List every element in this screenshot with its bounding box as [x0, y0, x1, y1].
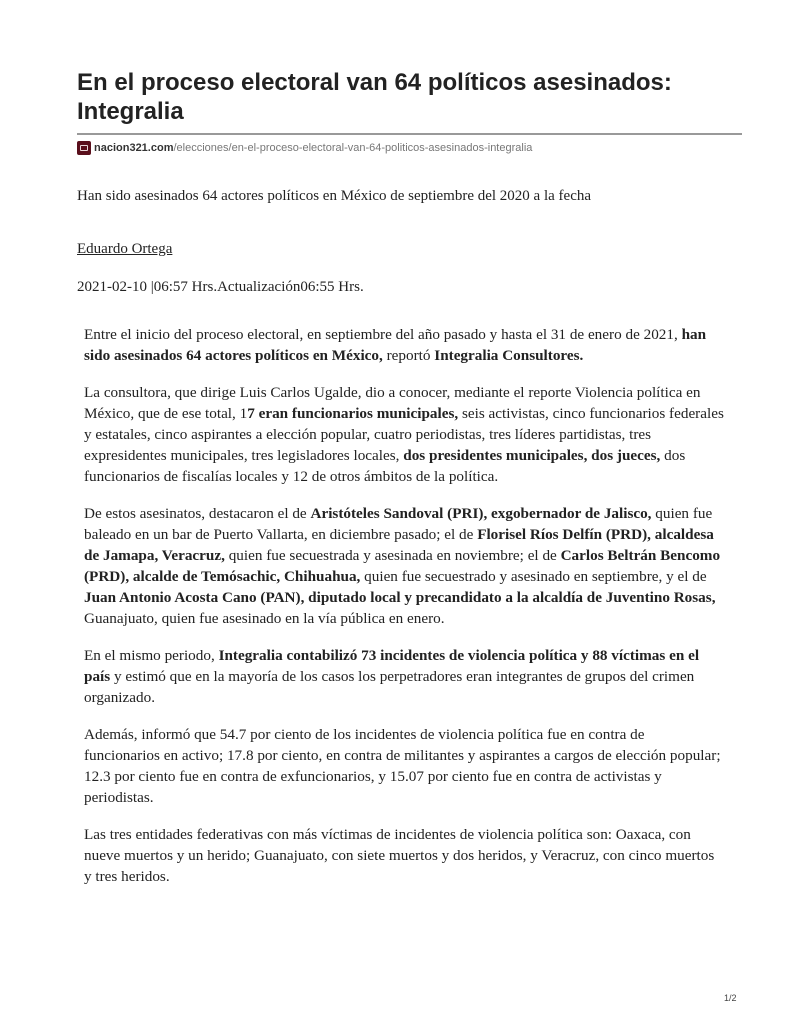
paragraph — [84, 824, 724, 887]
article-subtitle: Han sido asesinados 64 actores políticos en México de septiembre del 2020 a la fecha — [77, 188, 592, 204]
page-number: 1/2 — [724, 993, 737, 1003]
bold-text: Aristóteles Sandoval (PRI), exgobernador de Jalisco, — [310, 505, 652, 522]
text-run: quien fue secuestrado y asesinado en septiembre, y el de — [360, 568, 707, 585]
text-run: y estimó que en la mayoría de los casos los perpetradores eran integrantes de grupos del crimen organizado. — [84, 668, 695, 706]
author-link[interactable]: Eduardo Ortega — [77, 241, 173, 257]
site-favicon-icon — [77, 141, 91, 155]
paragraph — [84, 324, 724, 366]
text-run: Además, informó que 54.7 por ciento de los incidentes de violencia política fue en contra de funcionarios en activo; 17.8 por ciento, en contra de militantes y aspirantes a cargos de elección popular; 12.3 por ciento fue en contra de exfuncionarios, y 15.07 por ciento fue en contra de activistas y periodistas. — [84, 726, 721, 806]
source-domain[interactable]: nacion321.com — [94, 142, 174, 154]
bold-text: 7 eran funcionarios municipales, — [247, 405, 459, 422]
text-run: Guanajuato, quien fue asesinado en la vía pública en enero. — [84, 610, 445, 627]
text-run: quien fue secuestrada y asesinada en noviembre; el de — [224, 547, 561, 564]
text-run: La consultora, que dirige Luis Carlos Ugalde, dio a conocer, mediante el reporte Violencia política en México, que de ese total, 1 — [84, 384, 701, 422]
source-path[interactable]: /elecciones/en-el-proceso-electoral-van-64-politicos-asesinados-integralia — [173, 142, 533, 154]
text-run: quien fue baleado en un bar de Puerto Vallarta, en diciembre pasado; el de — [84, 505, 713, 543]
article-title: En el proceso electoral van 64 políticos asesinados: Integralia — [77, 69, 672, 125]
text-run: dos funcionarios de fiscalías locales y 12 de otros ámbitos de la política. — [84, 447, 686, 485]
bold-text: Juan Antonio Acosta Cano (PAN), diputado local y precandidato a la alcaldía de Juventino Rosas, — [84, 589, 716, 606]
text-run: seis activistas, cinco funcionarios federales y estatales, cinco aspirantes a elección popular, cuatro periodistas, tres líderes partidistas, tres expresidentes municipales, tres legisladores locales, — [84, 405, 724, 464]
bold-text: han sido asesinados 64 actores políticos en México, — [84, 326, 707, 364]
bold-text: Florisel Ríos Delfín (PRD), alcaldesa de Jamapa, Veracruz, — [84, 526, 714, 564]
bold-text: Integralia contabilizó 73 incidentes de violencia política y 88 víctimas en el país — [84, 647, 700, 685]
paragraph — [84, 503, 724, 629]
bold-text: Integralia Consultores. — [434, 347, 584, 364]
text-run: Las tres entidades federativas con más víctimas de incidentes de violencia política son: Oaxaca, con nueve muertos y un herido; Guanajuato, con siete muertos y dos heridos, y Veracruz, con cinco muertos y tres heridos. — [84, 826, 715, 885]
bold-text: Carlos Beltrán Bencomo (PRD), alcalde de Temósachic, Chihuahua, — [84, 547, 721, 585]
paragraph — [84, 645, 724, 708]
title-divider — [77, 133, 742, 135]
paragraph — [84, 382, 724, 487]
paragraph — [84, 724, 724, 808]
text-run: En el mismo periodo, — [84, 647, 219, 664]
text-run: De estos asesinatos, destacaron el de — [84, 505, 311, 522]
source-line[interactable] — [77, 140, 532, 156]
text-run: Entre el inicio del proceso electoral, en septiembre del año pasado y hasta el 31 de enero de 2021, — [84, 326, 682, 343]
publish-date: 2021-02-10 |06:57 Hrs.Actualización06:55 Hrs. — [77, 279, 364, 295]
article-body — [84, 324, 724, 903]
text-run: reportó — [382, 347, 435, 364]
bold-text: dos presidentes municipales, dos jueces, — [403, 447, 661, 464]
